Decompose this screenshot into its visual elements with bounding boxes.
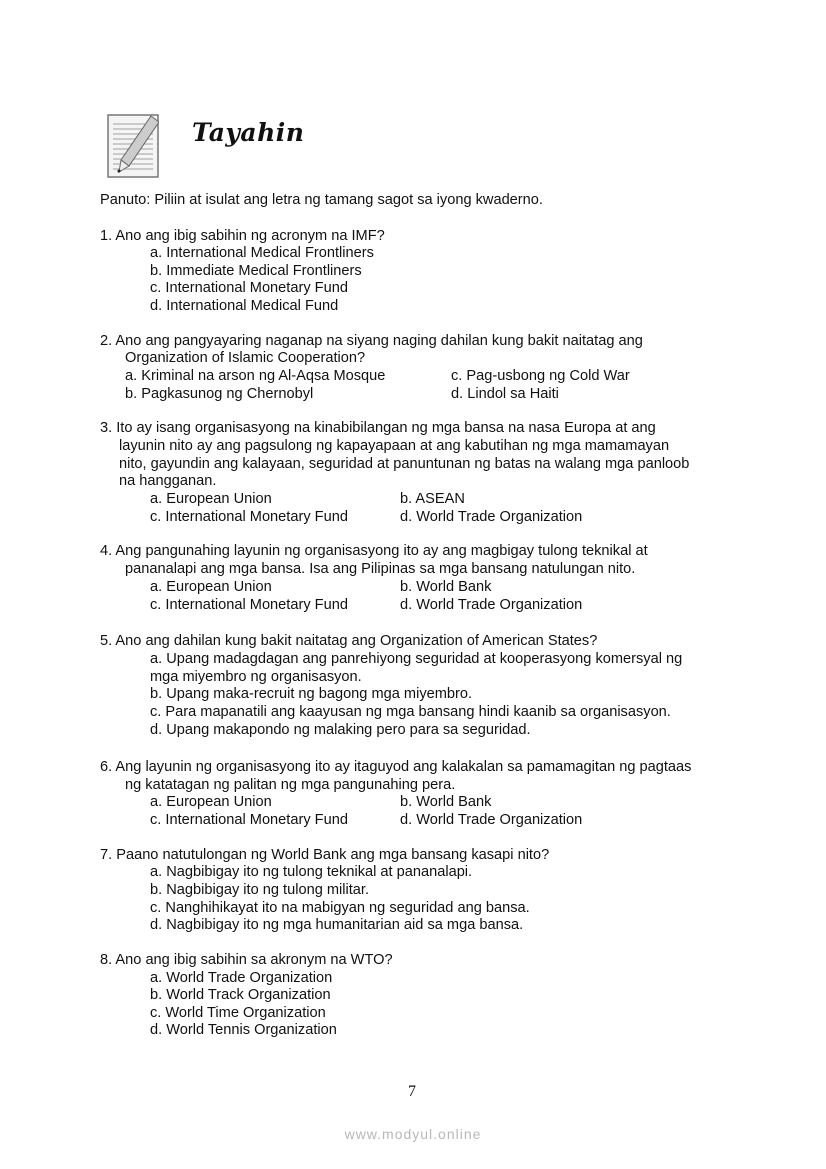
question-7-option: a. Nagbibigay ito ng tulong teknikal at pananalapi.: [150, 864, 473, 880]
question-5-option: c. Para mapanatili ang kaayusan ng mga bansang hindi kaanib sa organisasyon.: [150, 704, 671, 720]
question-2-option: d. Lindol sa Haiti: [451, 386, 559, 402]
question-2-stem: 2. Ano ang pangyayaring naganap na siyang naging dahilan kung bakit naitatag ang: [100, 333, 643, 349]
question-2-option: b. Pagkasunog ng Chernobyl: [125, 386, 314, 402]
question-6-option: c. International Monetary Fund: [150, 812, 348, 828]
question-1-option: c. International Monetary Fund: [150, 280, 348, 296]
question-5-option: b. Upang maka-recruit ng bagong mga miyembro.: [150, 686, 473, 702]
question-2-option: a. Kriminal na arson ng Al-Aqsa Mosque: [125, 368, 386, 384]
question-6-stem: ng katatagan ng palitan ng mga pangunahing pera.: [125, 777, 456, 793]
question-2-option: c. Pag-usbong ng Cold War: [451, 368, 630, 384]
question-6-stem: 6. Ang layunin ng organisasyong ito ay itaguyod ang kalakalan sa pamamagitan ng pagtaas: [100, 759, 692, 775]
question-1-option: b. Immediate Medical Frontliners: [150, 263, 362, 279]
question-5-option: a. Upang madagdagan ang panrehiyong seguridad at kooperasyong komersyal ng: [150, 651, 683, 667]
question-5-option: mga miyembro ng organisasyon.: [150, 669, 362, 685]
question-6-option: b. World Bank: [400, 794, 492, 810]
question-8-option: c. World Time Organization: [150, 1005, 326, 1021]
question-4-stem: 4. Ang pangunahing layunin ng organisasyong ito ay ang magbigay tulong teknikal at: [100, 543, 648, 559]
section-title: Tayahin: [192, 118, 305, 147]
watermark: www.modyul.online: [344, 1126, 482, 1142]
question-3-option: b. ASEAN: [400, 491, 465, 507]
question-4-option: b. World Bank: [400, 579, 492, 595]
question-4-option: d. World Trade Organization: [400, 597, 583, 613]
question-7-stem: 7. Paano natutulongan ng World Bank ang mga bansang kasapi nito?: [100, 847, 550, 863]
question-3-stem: 3. Ito ay isang organisasyong na kinabibilangan ng mga bansa na nasa Europa at ang: [100, 420, 656, 436]
question-3-option: a. European Union: [150, 491, 272, 507]
question-6-option: a. European Union: [150, 794, 272, 810]
question-5-option: d. Upang makapondo ng malaking pero para sa seguridad.: [150, 722, 531, 738]
question-5-stem: 5. Ano ang dahilan kung bakit naitatag ang Organization of American States?: [100, 633, 598, 649]
question-8-option: d. World Tennis Organization: [150, 1022, 337, 1038]
question-6-option: d. World Trade Organization: [400, 812, 583, 828]
question-8-option: a. World Trade Organization: [150, 970, 333, 986]
question-1-stem: 1. Ano ang ibig sabihin ng acronym na IMF?: [100, 228, 385, 244]
question-4-option: a. European Union: [150, 579, 272, 595]
question-8-option: b. World Track Organization: [150, 987, 331, 1003]
question-4-stem: pananalapi ang mga bansa. Isa ang Pilipinas sa mga bansang natulungan nito.: [125, 561, 636, 577]
question-4-option: c. International Monetary Fund: [150, 597, 348, 613]
question-3-option: d. World Trade Organization: [400, 509, 583, 525]
instructions: Panuto: Piliin at isulat ang letra ng tamang sagot sa iyong kwaderno.: [100, 192, 543, 208]
question-1-option: d. International Medical Fund: [150, 298, 339, 314]
page-number: 7: [408, 1083, 416, 1100]
question-3-stem: layunin nito ay ang pagsulong ng kapayapaan at ang kabutihan ng mga mamamayan: [119, 438, 670, 454]
question-8-stem: 8. Ano ang ibig sabihin sa akronym na WTO?: [100, 952, 393, 968]
question-7-option: d. Nagbibigay ito ng mga humanitarian aid sa mga bansa.: [150, 917, 524, 933]
question-1-option: a. International Medical Frontliners: [150, 245, 374, 261]
question-3-stem: na hangganan.: [119, 473, 217, 489]
question-3-stem: nito, gayundin ang kalayaan, seguridad at panuntunan ng batas na walang mga panloob: [119, 456, 690, 472]
question-3-option: c. International Monetary Fund: [150, 509, 348, 525]
notepad-pencil-icon: [107, 114, 159, 178]
question-2-stem: Organization of Islamic Cooperation?: [125, 350, 366, 366]
question-7-option: c. Nanghihikayat ito na mabigyan ng seguridad ang bansa.: [150, 900, 530, 916]
question-7-option: b. Nagbibigay ito ng tulong militar.: [150, 882, 370, 898]
